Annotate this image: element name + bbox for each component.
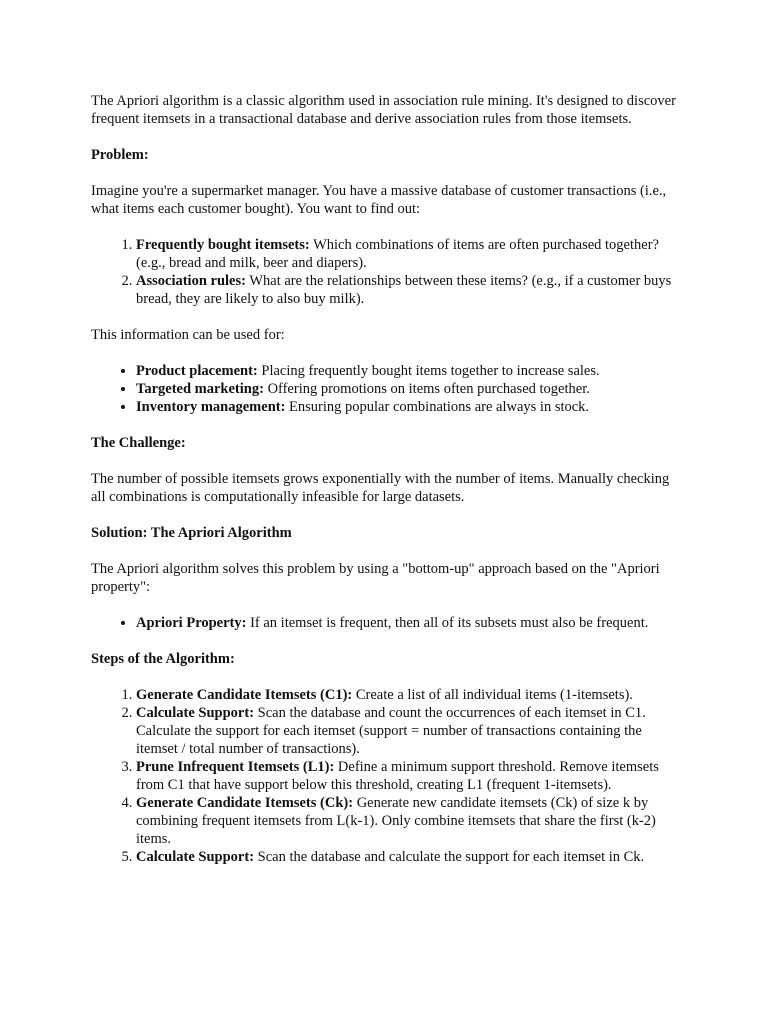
list-item-text: If an itemset is frequent, then all of its subsets must also be frequent. <box>246 615 649 631</box>
list-item-text: Generate new candidate itemsets (Ck) of size k by combining frequent itemsets from L(k-1). Only combine itemsets that share the first (k-2) items. <box>136 795 656 847</box>
uses-paragraph: This information can be used for: <box>91 327 285 343</box>
list-item-term: Inventory management: <box>136 399 286 415</box>
problem-paragraph: Imagine you're a supermarket manager. You have a massive database of customer transactions (i.e., what items each customer bought). You want to find out: <box>91 183 667 217</box>
steps-list <box>91 686 680 866</box>
list-item-term: Generate Candidate Itemsets (Ck): <box>136 795 354 811</box>
list-item <box>136 758 680 794</box>
challenge-paragraph: The number of possible itemsets grows exponentially with the number of items. Manually checking all combinations is computationally infeasible for large datasets. <box>91 471 670 505</box>
solution-heading: Solution: The Apriori Algorithm <box>91 525 292 541</box>
list-item <box>136 794 680 848</box>
list-item-term: Apriori Property: <box>136 615 247 631</box>
problem-heading: Problem: <box>91 147 149 163</box>
list-item-text: Define a minimum support threshold. Remove itemsets from C1 that have support below this threshold, creating L1 (frequent 1-itemsets). <box>136 759 659 793</box>
list-item <box>136 362 680 380</box>
list-item-text: Offering promotions on items often purchased together. <box>263 381 590 397</box>
list-item-text: Scan the database and count the occurrences of each itemset in C1. Calculate the support for each itemset (support = number of transactions containing the itemset / total number of transactions). <box>136 705 646 757</box>
list-item <box>136 848 680 866</box>
list-item-term: Calculate Support: <box>136 705 255 721</box>
list-item <box>136 272 680 308</box>
challenge-heading: The Challenge: <box>91 435 186 451</box>
list-item-text: What are the relationships between these items? (e.g., if a customer buys bread, they are likely to also buy milk). <box>136 273 672 307</box>
list-item-text: Which combinations of items are often purchased together? (e.g., bread and milk, beer and diapers). <box>136 237 659 271</box>
intro-paragraph: The Apriori algorithm is a classic algorithm used in association rule mining. It's designed to discover frequent itemsets in a transactional database and derive association rules from those itemsets. <box>91 93 676 127</box>
list-item <box>136 398 680 416</box>
list-item-text: Scan the database and calculate the support for each itemset in Ck. <box>254 849 645 865</box>
list-item-term: Targeted marketing: <box>136 381 264 397</box>
list-item-term: Association rules: <box>136 273 246 289</box>
list-item <box>136 614 680 632</box>
list-item <box>136 704 680 758</box>
list-item-term: Generate Candidate Itemsets (C1): <box>136 687 353 703</box>
list-item-text: Create a list of all individual items (1-itemsets). <box>352 687 633 703</box>
list-item <box>136 686 680 704</box>
list-item-text: Placing frequently bought items together to increase sales. <box>257 363 600 379</box>
list-item-text: Ensuring popular combinations are always in stock. <box>285 399 590 415</box>
property-list <box>91 614 680 632</box>
list-item-term: Product placement: <box>136 363 258 379</box>
uses-list <box>91 362 680 416</box>
list-item-term: Frequently bought itemsets: <box>136 237 310 253</box>
problem-list <box>91 236 680 308</box>
list-item-term: Prune Infrequent Itemsets (L1): <box>136 759 335 775</box>
steps-heading: Steps of the Algorithm: <box>91 651 235 667</box>
solution-paragraph: The Apriori algorithm solves this problem by using a "bottom-up" approach based on the "Apriori property": <box>91 561 660 595</box>
list-item <box>136 236 680 272</box>
list-item-term: Calculate Support: <box>136 849 255 865</box>
list-item <box>136 380 680 398</box>
